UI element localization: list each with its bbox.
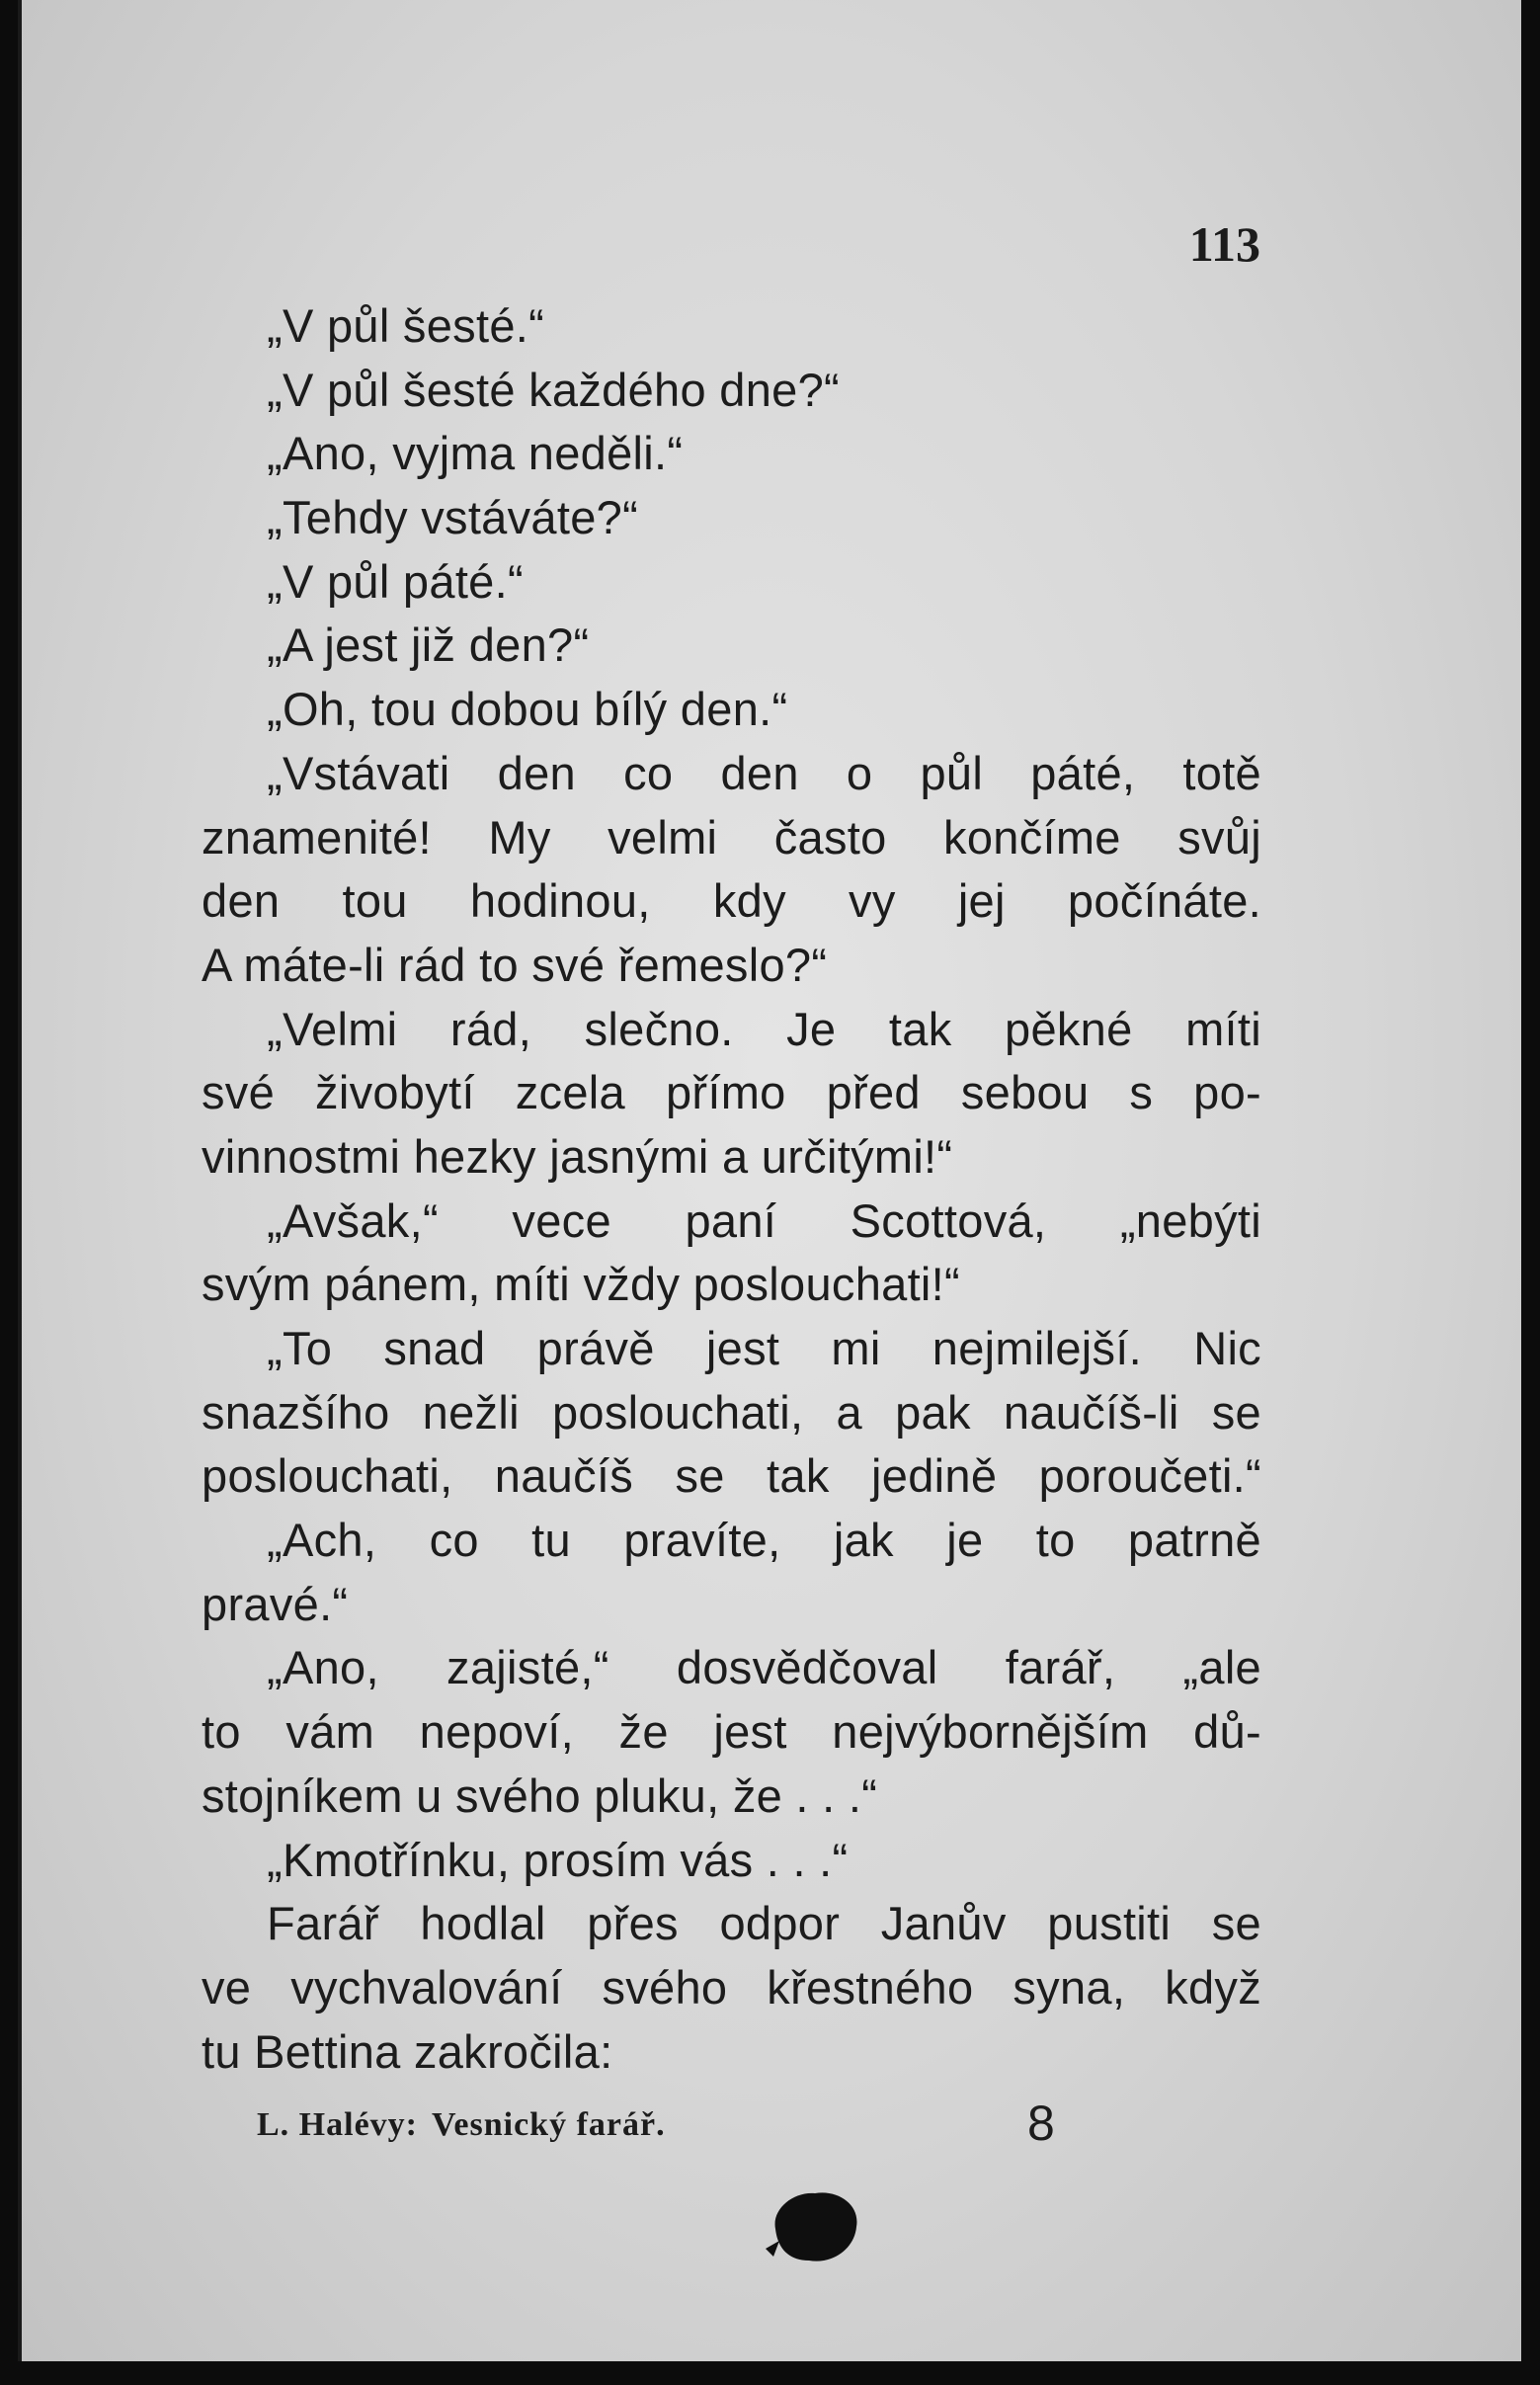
text-line: to vám nepoví, že jest nejvýbornějším dů-: [202, 1705, 1261, 1759]
text-line: „Vstávati den co den o půl páté, totě: [267, 746, 1261, 799]
text-line: „Kmotřínku, prosím vás . . .“: [267, 1833, 849, 1886]
page-footer: [257, 2097, 1077, 2156]
text-line: „Oh, tou dobou bílý den.“: [267, 683, 788, 736]
text-line: vinnostmi hezky jasnými a určitými!“: [202, 1129, 953, 1183]
footer-signature: [257, 2106, 666, 2144]
text-line: svým pánem, míti vždy poslouchati!“: [202, 1258, 960, 1311]
text-line: „V půl šesté každého dne?“: [267, 363, 840, 416]
book-page: [18, 0, 1521, 2361]
text-line: poslouchati, naučíš se tak jedině poroučeti.“: [202, 1449, 1261, 1503]
text-line: pravé.“: [202, 1577, 349, 1630]
page-edge-rule: [18, 0, 22, 2361]
signature-number: 8: [1027, 2096, 1055, 2151]
text-line: Farář hodlal přes odpor Janův pustiti se: [267, 1897, 1261, 1950]
text-line: „Ano, vyjma neděli.“: [267, 427, 684, 480]
text-line: ve vychvalování svého křestného syna, když: [202, 1960, 1261, 2014]
text-line: „Velmi rád, slečno. Je tak pěkné míti: [267, 1002, 1261, 1055]
text-line: „Avšak,“ vece paní Scottová, „nebýti: [267, 1193, 1261, 1247]
text-line: stojníkem u svého pluku, že . . .“: [202, 1768, 878, 1822]
text-line: tu Bettina zakročila:: [202, 2024, 613, 2078]
text-line: snazšího nežli poslouchati, a pak naučíš-li se: [202, 1385, 1261, 1439]
text-line: své živobytí zcela přímo před sebou s po-: [202, 1066, 1261, 1119]
ink-blot-mark: [754, 2170, 872, 2278]
text-line: A máte-li rád to své řemeslo?“: [202, 938, 828, 991]
text-line: den tou hodinou, kdy vy jej počínáte.: [202, 874, 1261, 928]
text-line: „To snad právě jest mi nejmilejší. Nic: [267, 1322, 1261, 1374]
page-number: 113: [1188, 216, 1260, 272]
text-line: „Tehdy vstáváte?“: [267, 491, 639, 544]
text-line: „Ach, co tu pravíte, jak je to patrně: [267, 1514, 1261, 1567]
text-line: „A jest již den?“: [267, 618, 590, 672]
text-line: „V půl šesté.“: [267, 299, 545, 352]
text-line: znamenité! My velmi často končíme svůj: [202, 810, 1261, 864]
text-line: „Ano, zajisté,“ dosvědčoval farář, „ale: [267, 1641, 1261, 1694]
footer-title: Vesnický farář.: [431, 2106, 666, 2143]
body-text: [202, 294, 1261, 2084]
text-line: „V půl páté.“: [267, 554, 524, 608]
footer-author: L. Halévy:: [257, 2106, 418, 2143]
